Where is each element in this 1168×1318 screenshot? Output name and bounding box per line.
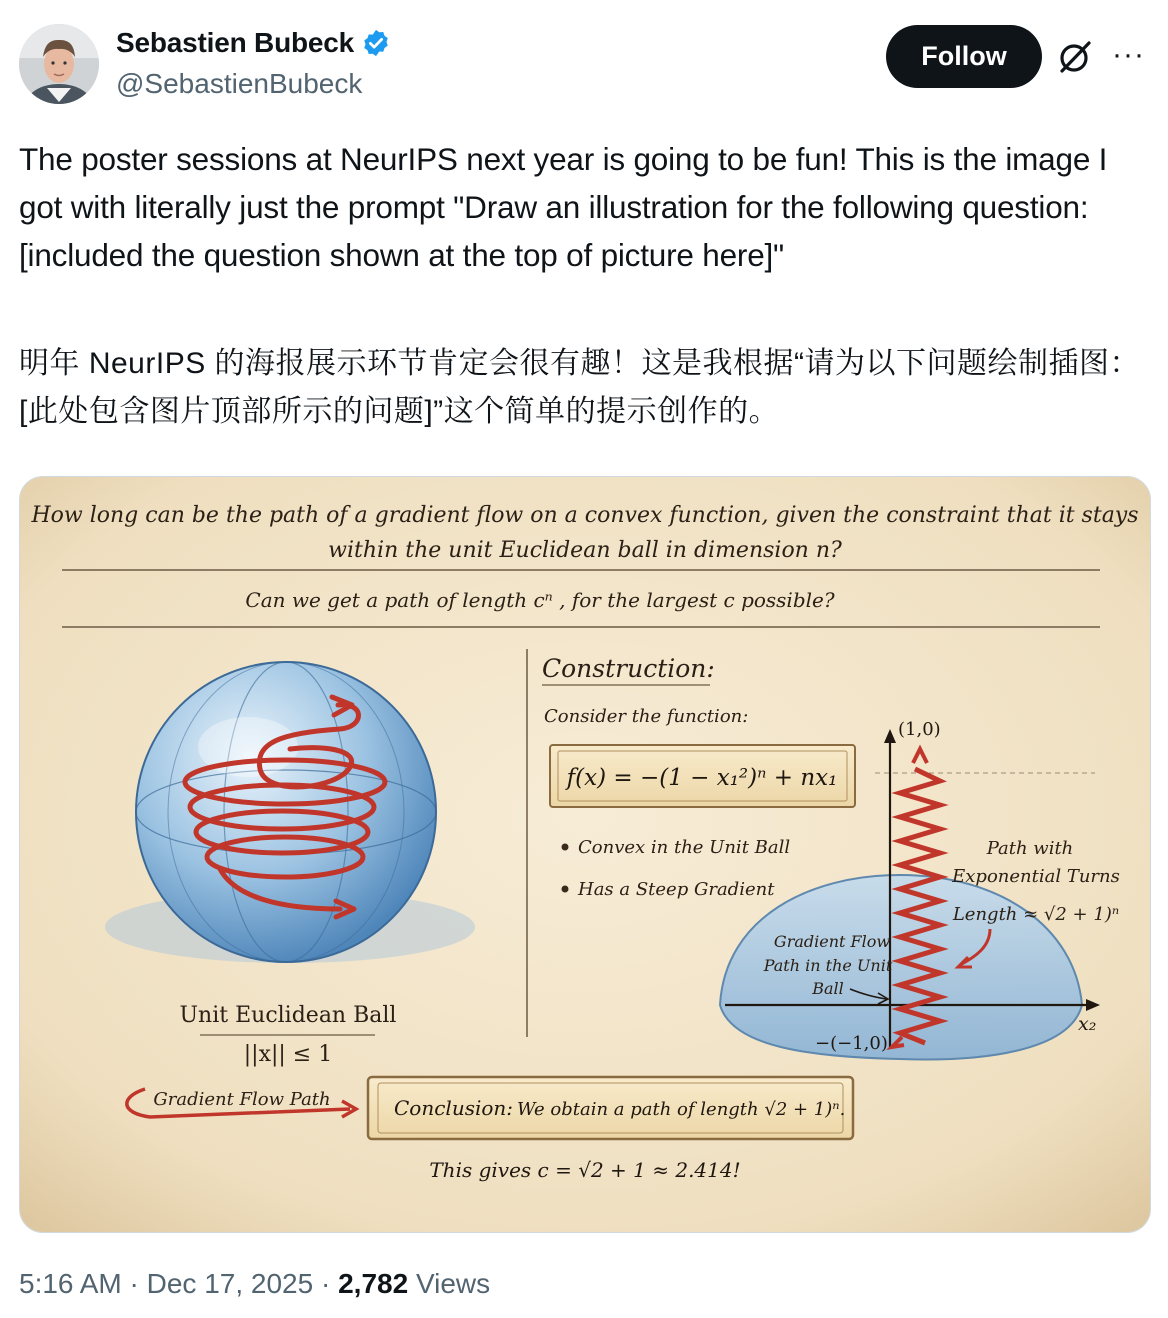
consider-function: Consider the function: — [544, 706, 749, 727]
path-label-line1: Path with — [986, 838, 1074, 859]
axis-top-label: (1,0) — [898, 719, 941, 740]
grok-icon[interactable] — [1056, 38, 1094, 76]
construction-title: Construction: — [542, 654, 715, 683]
conclusion-heading: Conclusion: — [394, 1096, 514, 1120]
bullet-convex: Convex in the Unit Ball — [578, 837, 791, 858]
verified-badge-icon[interactable] — [361, 28, 391, 58]
path-label-line2: Exponential Turns — [952, 866, 1120, 887]
ball-norm: ||x|| ≤ 1 — [243, 1042, 333, 1067]
more-options-icon[interactable]: ··· — [1112, 38, 1145, 71]
tweet-text-chinese: 明年 NeurIPS 的海报展示环节肯定会很有趣！这是我根据“请为以下问题绘制插图：[此处包含图片顶部所示的问题]”这个简单的提示创作的。 — [19, 347, 1141, 428]
gf-label-line1: Gradient Flow — [773, 932, 891, 951]
poster-subquestion: Can we get a path of length cⁿ , for the largest c possible? — [245, 588, 835, 612]
gradient-flow-path-label: Gradient Flow Path — [153, 1089, 331, 1110]
conclusion-body: We obtain a path of length √2 + 1)ⁿ. — [517, 1099, 846, 1120]
meta-separator: · — [320, 1268, 339, 1299]
path-label-line3: Length ≈ √2 + 1)ⁿ — [952, 904, 1120, 925]
tweet-image[interactable] — [19, 476, 1151, 1233]
poster-question-line2: within the unit Euclidean ball in dimension n? — [328, 538, 842, 563]
axis-x-label: x₂ — [1078, 1013, 1097, 1035]
axis-bottom-label: −(−1,0) — [815, 1033, 888, 1054]
tweet-text-english: The poster sessions at NeurIPS next year is going to be fun! This is the image I got with literally just the prompt "Draw an illustration for the following question: [included the question shown at the top of picture here]" — [19, 141, 1108, 273]
avatar-photo — [19, 24, 99, 104]
result-statement: This gives c = √2 + 1 ≈ 2.414! — [429, 1158, 741, 1182]
tweet-time[interactable]: 5:16 AM — [19, 1268, 122, 1299]
avatar[interactable] — [19, 24, 99, 104]
gf-label-line2: Path in the Unit — [763, 956, 893, 975]
author-name-row[interactable] — [116, 27, 391, 59]
author-display-name[interactable]: Sebastien Bubeck — [116, 27, 354, 58]
views-count: 2,782 — [338, 1268, 409, 1299]
conclusion-plaque — [368, 1077, 853, 1139]
tweet-date[interactable]: Dec 17, 2025 — [146, 1268, 314, 1299]
ball-title: Unit Euclidean Ball — [179, 1003, 397, 1028]
function-plaque — [550, 745, 855, 807]
bullet-steep-gradient: Has a Steep Gradient — [578, 879, 775, 900]
follow-button[interactable]: Follow — [886, 25, 1042, 88]
tweet-meta — [19, 1268, 490, 1300]
meta-separator: · — [129, 1268, 147, 1299]
gf-label-line3: Ball — [812, 979, 844, 998]
views-label: Views — [415, 1268, 491, 1299]
poster-question-line1: How long can be the path of a gradient flow on a convex function, given the constraint that it stays — [31, 503, 1139, 528]
poster-illustration — [20, 477, 1150, 1232]
author-handle[interactable]: @SebastienBubeck — [116, 68, 363, 99]
function-formula: f(x) = −(1 − x₁²)ⁿ + nx₁ — [566, 765, 838, 791]
